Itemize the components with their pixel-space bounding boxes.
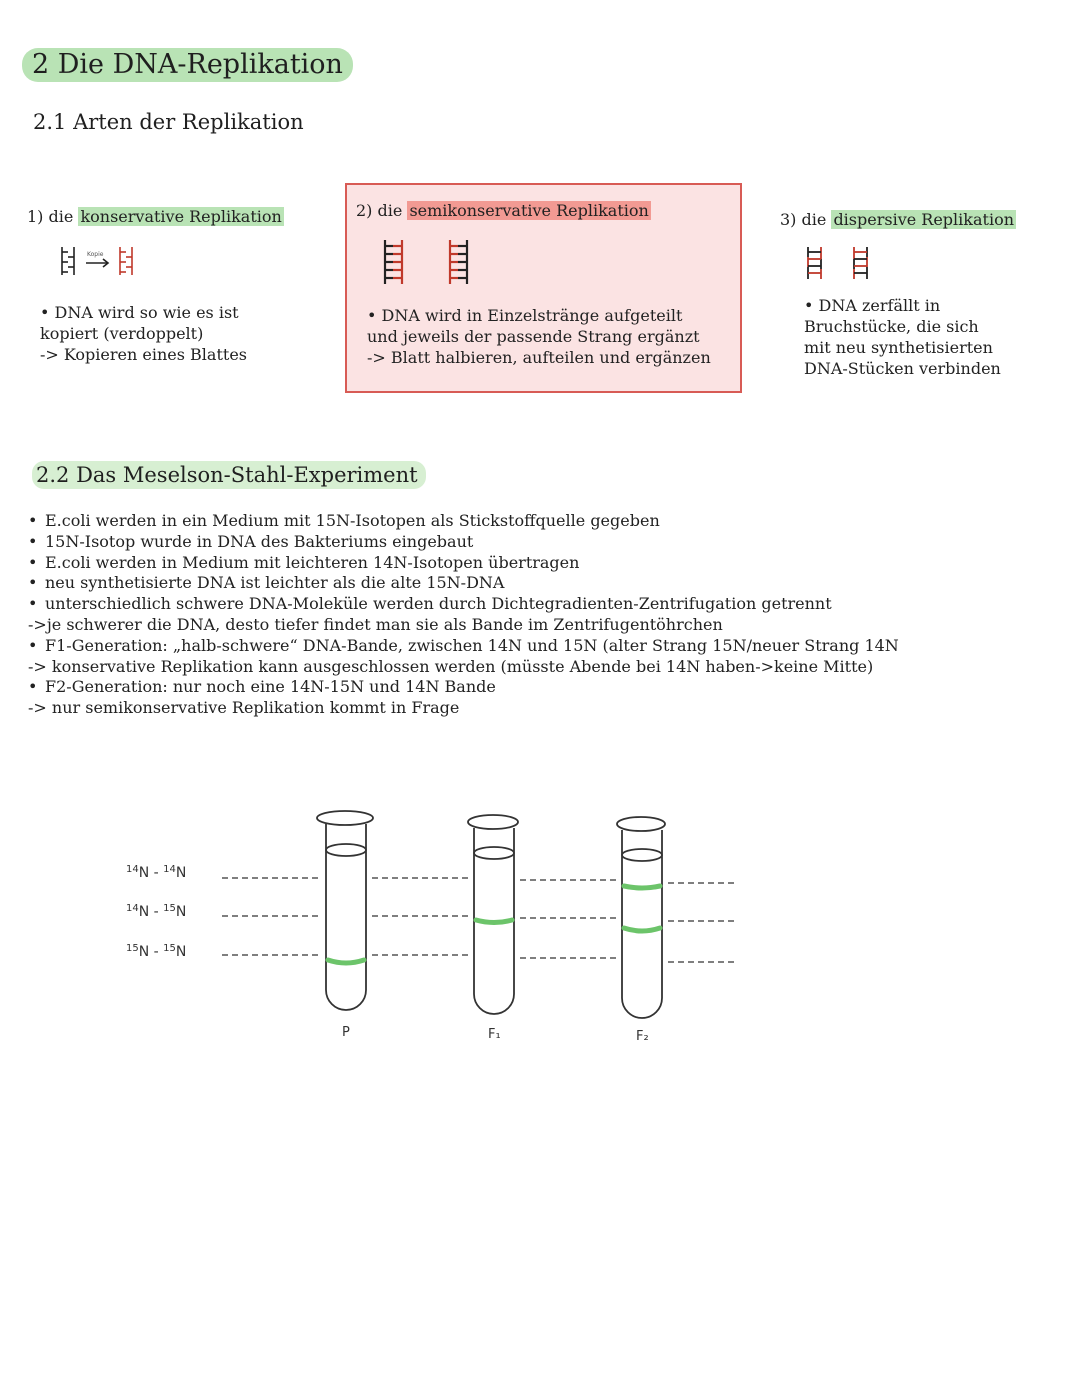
list-item-arrow: -> konservative Replikation kann ausgeschlossen werden (müsste Abende bei 14N haben->keine Mitte) xyxy=(28,656,874,676)
list-item: • 15N-Isotop wurde in DNA des Bakteriums eingebaut xyxy=(28,532,1058,553)
page-title: 2 Die DNA-Replikation xyxy=(22,48,353,82)
tube-f2 xyxy=(617,817,665,1018)
row-n: N xyxy=(175,904,187,920)
semiconservative-prefix: 2) die xyxy=(356,201,403,220)
band-p-15n-15n xyxy=(328,960,364,963)
band-f2-14n-15n xyxy=(624,928,660,931)
dispersive-line: DNA-Stücken verbinden xyxy=(804,359,1001,378)
semiconservative-heading xyxy=(356,200,651,222)
section-heading-experiment: 2.2 Das Meselson-Stahl-Experiment xyxy=(32,461,426,489)
centrifuge-diagram xyxy=(100,800,760,1050)
row-n: N xyxy=(175,865,187,881)
semiconservative-dna-icon xyxy=(380,236,480,288)
conservative-dna-icon xyxy=(58,244,142,278)
tube-label-f2: F₂ xyxy=(636,1029,649,1044)
conservative-line: kopiert (verdoppelt) xyxy=(40,324,204,343)
conservative-line: -> Kopieren eines Blattes xyxy=(40,345,247,364)
list-item: • neu synthetisierte DNA ist leichter als die alte 15N-DNA xyxy=(28,573,1058,594)
tube-f1 xyxy=(468,815,518,1014)
list-item: • F2-Generation: nur noch eine 14N-15N und 14N Bande xyxy=(28,677,1058,698)
dispersive-line: Bruchstücke, die sich xyxy=(804,317,979,336)
row-sup: 14 xyxy=(126,864,139,875)
row-label-14n-15n: $^{14}$N - $^{15}$N xyxy=(126,903,187,920)
kopie-label: Kopie xyxy=(87,251,104,258)
dispersive-highlight: dispersive Replikation xyxy=(833,210,1014,229)
section-heading-types: 2.1 Arten der Replikation xyxy=(33,110,304,134)
conservative-prefix: 1) die xyxy=(27,207,74,226)
tube-p xyxy=(317,811,373,1010)
list-item-arrow: -> nur semikonservative Replikation kommt in Frage xyxy=(28,698,460,718)
conservative-highlight: konservative Replikation xyxy=(80,207,282,226)
band-f1-14n-15n xyxy=(476,920,512,923)
row-n: N xyxy=(175,944,187,960)
dispersive-line: • DNA zerfällt in xyxy=(804,296,941,315)
conservative-heading xyxy=(27,206,284,228)
conservative-line: • DNA wird so wie es ist xyxy=(40,303,239,322)
list-item: • F1-Generation: „halb-schwere“ DNA-Bande, zwischen 14N und 15N (alter Strang 15N/neuer Strang 14N xyxy=(28,636,1058,657)
row-sup: 15 xyxy=(163,903,176,914)
list-item: • E.coli werden in ein Medium mit 15N-Isotopen als Stickstoffquelle gegeben xyxy=(28,511,1058,532)
row-sup: 14 xyxy=(126,903,139,914)
experiment-bullet-list xyxy=(28,511,1058,719)
dispersive-description xyxy=(804,295,1001,379)
band-f2-14n-14n xyxy=(624,886,660,888)
row-n: N xyxy=(138,944,150,960)
semiconservative-line: -> Blatt halbieren, aufteilen und ergänzen xyxy=(367,348,711,367)
semiconservative-description xyxy=(367,305,711,368)
row-sup: 15 xyxy=(126,943,139,954)
semiconservative-line: und jeweils der passende Strang ergänzt xyxy=(367,327,700,346)
dispersive-prefix: 3) die xyxy=(780,210,827,229)
semiconservative-highlight: semikonservative Replikation xyxy=(409,201,649,220)
list-item-arrow: ->je schwerer die DNA, desto tiefer findet man sie als Bande im Zentrifugentöhrchen xyxy=(28,614,723,634)
list-item: • unterschiedlich schwere DNA-Moleküle werden durch Dichtegradienten-Zentrifugation getrennt xyxy=(28,594,1058,615)
row-sup: 14 xyxy=(163,864,176,875)
tube-label-p: P xyxy=(342,1025,350,1040)
row-label-15n-15n: $^{15}$N - $^{15}$N xyxy=(126,943,187,960)
dispersive-heading xyxy=(780,209,1016,231)
tube-label-f1: F₁ xyxy=(488,1027,501,1042)
list-item: • E.coli werden in Medium mit leichteren 14N-Isotopen übertragen xyxy=(28,553,1058,574)
row-n: N xyxy=(138,865,150,881)
dispersive-dna-icon xyxy=(804,245,874,281)
dispersive-line: mit neu synthetisierten xyxy=(804,338,993,357)
row-label-14n-14n: $^{14}$N - $^{14}$N xyxy=(126,864,187,881)
row-sup: 15 xyxy=(163,943,176,954)
row-n: N xyxy=(138,904,150,920)
semiconservative-line: • DNA wird in Einzelstränge aufgeteilt xyxy=(367,306,683,325)
conservative-description xyxy=(40,302,247,365)
